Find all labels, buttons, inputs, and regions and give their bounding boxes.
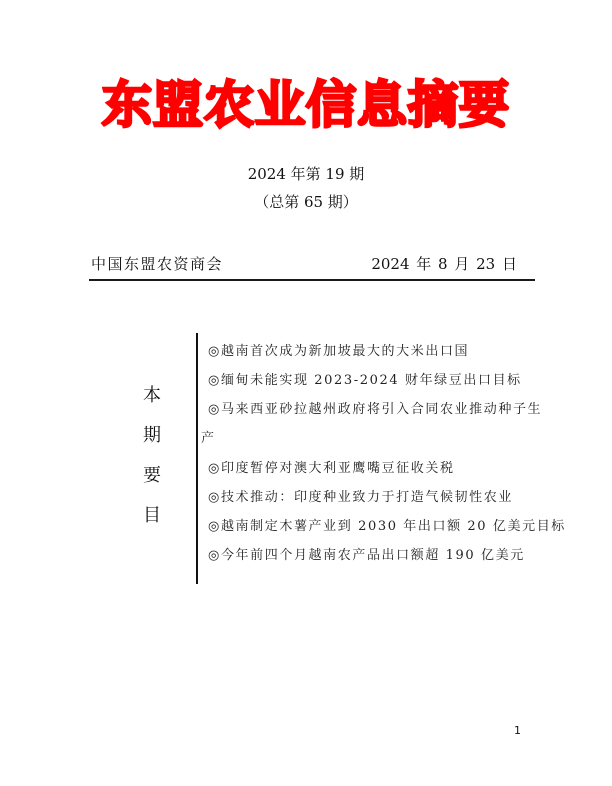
toc-item [201, 398, 543, 457]
masthead-title: 东盟农业信息摘要 [102, 76, 510, 134]
toc-list [201, 340, 566, 573]
toc-item: ◎越南首次成为新加坡最大的大米出口国 [208, 344, 470, 359]
issue-number: 2024 年第 19 期 [247, 165, 365, 183]
toc-vertical-divider [196, 333, 198, 584]
toc-item: ◎越南制定木薯产业到 2030 年出口额 20 亿美元目标 [208, 519, 566, 534]
publisher-name: 中国东盟农资商会 [91, 255, 224, 273]
toc-label-char: 目 [143, 505, 161, 526]
toc-item-text: ◎马来西亚砂拉越州政府将引入合同农业推动种子生 [208, 402, 543, 417]
toc-label [140, 384, 164, 544]
toc-item: ◎技术推动：印度种业致力于打造气候韧性农业 [208, 490, 513, 505]
publisher-row [89, 253, 535, 275]
toc-label-char: 期 [143, 425, 161, 446]
header-divider [89, 279, 535, 281]
page-number: 1 [514, 724, 521, 737]
toc-item-continuation: 产 [201, 431, 216, 446]
toc-label-char: 本 [143, 385, 161, 406]
toc-item: ◎今年前四个月越南农产品出口额超 190 亿美元 [208, 548, 525, 563]
publish-date: 2024 年 8 月 23 日 [371, 255, 517, 273]
toc-label-char: 要 [143, 465, 161, 486]
toc-item: ◎缅甸未能实现 2023-2024 财年绿豆出口目标 [208, 373, 522, 388]
issue-total-number: （总第 65 期） [254, 193, 358, 211]
toc-item: ◎印度暂停对澳大利亚鹰嘴豆征收关税 [208, 461, 455, 476]
